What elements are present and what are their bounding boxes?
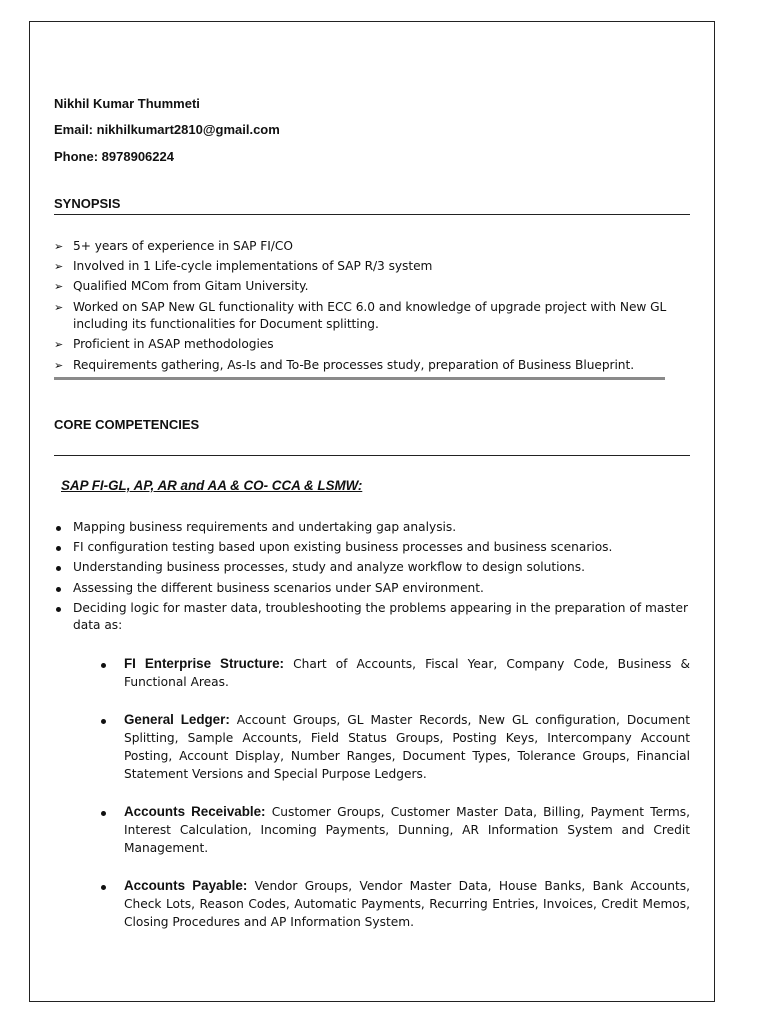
competency-item: Assessing the different business scenarios under SAP environment. xyxy=(54,580,694,598)
detail-item-accounts-payable: Accounts Payable: Vendor Groups, Vendor Master Data, House Banks, Bank Accounts, Check Lots, Reason Codes, Automatic Payments, Recurring Entries, Invoices, Credit Memos, Closing Procedures and AP Information System. xyxy=(100,877,690,931)
arrow-bullet-icon: ➢ xyxy=(54,338,64,352)
synopsis-item: ➢ Proficient in ASAP methodologies xyxy=(54,336,694,354)
synopsis-item: ➢ 5+ years of experience in SAP FI/CO xyxy=(54,238,694,256)
candidate-name: Nikhil Kumar Thummeti xyxy=(54,96,200,111)
synopsis-item: ➢ Requirements gathering, As-Is and To-Be processes study, preparation of Business Blueprint. xyxy=(54,357,694,375)
phone-line: Phone: 8978906224 xyxy=(54,149,174,164)
arrow-bullet-icon: ➢ xyxy=(54,280,64,294)
arrow-bullet-icon: ➢ xyxy=(54,358,64,372)
synopsis-list xyxy=(54,238,694,377)
synopsis-item: ➢ Involved in 1 Life-cycle implementations of SAP R/3 system xyxy=(54,258,694,276)
bullet-dot-icon xyxy=(56,566,61,571)
bullet-dot-icon xyxy=(101,885,106,890)
core-competencies-heading: CORE COMPETENCIES xyxy=(54,417,200,432)
arrow-bullet-icon: ➢ xyxy=(54,260,64,274)
competencies-rule xyxy=(54,455,690,456)
synopsis-heading: SYNOPSIS xyxy=(54,196,121,211)
bullet-dot-icon xyxy=(101,663,106,668)
synopsis-item: ➢ Qualified MCom from Gitam University. xyxy=(54,278,694,296)
competencies-list xyxy=(54,519,694,638)
synopsis-item: ➢ Worked on SAP New GL functionality with ECC 6.0 and knowledge of upgrade project with New GL including its functionalities for Document splitting. xyxy=(54,299,667,332)
competency-item: Mapping business requirements and undertaking gap analysis. xyxy=(54,519,694,537)
competencies-subheading: SAP FI-GL, AP, AR and AA & CO- CCA & LSMW: xyxy=(61,478,363,493)
email-line: Email: nikhilkumart2810@gmail.com xyxy=(54,122,280,137)
competency-item: FI configuration testing based upon existing business processes and business scenarios. xyxy=(54,539,694,557)
detail-item-fi-enterprise-structure: FI Enterprise Structure: Chart of Accounts, Fiscal Year, Company Code, Business & Functional Areas. xyxy=(100,655,690,691)
bullet-dot-icon xyxy=(101,811,106,816)
bullet-dot-icon xyxy=(56,546,61,551)
bullet-dot-icon xyxy=(101,719,106,724)
synopsis-thick-rule xyxy=(54,377,665,380)
master-data-details-list xyxy=(100,655,690,951)
detail-item-general-ledger: General Ledger: Account Groups, GL Master Records, New GL configuration, Document Splitting, Sample Accounts, Field Status Groups, Posting Keys, Intercompany Account Posting, Account Display, Number Ranges, Document Types, Tolerance Groups, Financial Statement Versions and Special Purpose Ledgers. xyxy=(100,711,690,783)
arrow-bullet-icon: ➢ xyxy=(54,300,64,314)
bullet-dot-icon xyxy=(56,526,61,531)
competency-item: Understanding business processes, study and analyze workflow to design solutions. xyxy=(54,559,694,577)
synopsis-rule xyxy=(54,214,690,215)
detail-item-accounts-receivable: Accounts Receivable: Customer Groups, Customer Master Data, Billing, Payment Terms, Interest Calculation, Incoming Payments, Dunning, AR Information System and Credit Management. xyxy=(100,803,690,857)
competency-item: Deciding logic for master data, troubleshooting the problems appearing in the preparation of master data as: xyxy=(54,600,694,635)
bullet-dot-icon xyxy=(56,607,61,612)
bullet-dot-icon xyxy=(56,587,61,592)
arrow-bullet-icon: ➢ xyxy=(54,240,64,253)
